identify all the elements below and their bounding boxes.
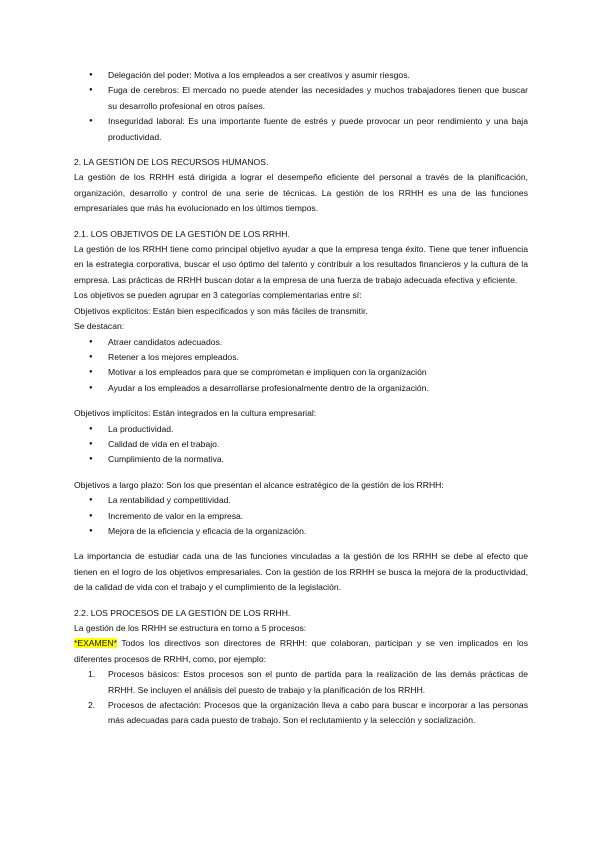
section-2-1-heading: 2.1. LOS OBJETIVOS DE LA GESTIÓN DE LOS RRHH. <box>74 228 290 239</box>
list-item: ● Calidad de vida en el trabajo. <box>74 437 528 452</box>
list-item-text: Procesos básicos: Estos procesos son el punto de partida para la realización de las demás prácticas de RRHH. Se incluyen el análisis del puesto de trabajo y la planificación de los RRHH. <box>108 669 528 695</box>
explicit-objectives-line: Objetivos explícitos: Están bien especificados y son más fáciles de transmitir. <box>74 305 368 316</box>
list-item-text: Procesos de afectación: Procesos que la organización lleva a cabo para buscar e incorporar a las personas más adecuadas para cada puesto de trabajo. Son el reclutamiento y la selección y socialización. <box>108 700 528 726</box>
section-2-2-heading: 2.2. LOS PROCESOS DE LA GESTIÓN DE LOS RRHH. <box>74 607 291 618</box>
list-item: ● Delegación del poder: Motiva a los empleados a ser creativos y asumir riesgos. <box>74 68 528 83</box>
explicit-objectives-list <box>74 335 528 397</box>
exam-highlight: *EXAMEN* <box>74 638 117 649</box>
list-item: ● Cumplimiento de la normativa. <box>74 452 528 467</box>
list-item: ● Fuga de cerebros: El mercado no puede atender las necesidades y muchos trabajadores tienen que buscar su desarrollo profesional en otros países. <box>74 83 528 114</box>
destacan-line: Se destacan: <box>74 321 125 332</box>
list-item: ● Atraer candidatos adecuados. <box>74 335 528 350</box>
list-item: ● Retener a los mejores empleados. <box>74 350 528 365</box>
exam-paragraph <box>74 636 528 667</box>
section-2-body: La gestión de los RRHH está dirigida a lograr el desempeño eficiente del personal a través de la planificación, organización, desarrollo y control de una serie de técnicas. La gestión de los RRHH es una de las funciones empresariales que más ha evolucionado en los últimos tiempos. <box>74 172 528 214</box>
section-2-1-closing: La importancia de estudiar cada una de las funciones vinculadas a la gestión de los RRHH se debe al efecto que tienen en el logro de los objetivos empresariales. Con la gestión de los RRHH se busca la mejora de la productividad, de la calidad de vida con el trabajo y el cumplimiento de la legislación. <box>74 551 528 593</box>
section-2-heading: 2. LA GESTIÓN DE LOS RECURSOS HUMANOS. <box>74 157 269 168</box>
list-number: 1. <box>88 669 96 680</box>
list-item: ● La rentabilidad y competitividad. <box>74 493 528 508</box>
objectives-groups-line: Los objetivos se pueden agrupar en 3 categorías complementarias entre sí: <box>74 290 362 301</box>
list-item: ● Ayudar a los empleados a desarrollarse profesionalmente dentro de la organización. <box>74 381 528 396</box>
implicit-objectives-line: Objetivos implícitos: Están integrados en la cultura empresarial: <box>74 408 317 419</box>
list-item: ● La productividad. <box>74 422 528 437</box>
list-item: ● Motivar a los empleados para que se comprometan e impliquen con la organización <box>74 365 528 380</box>
processes-intro: La gestión de los RRHH se estructura en torno a 5 procesos: <box>74 623 307 633</box>
section-2-1-body: La gestión de los RRHH tiene como principal objetivo ayudar a que la empresa tenga éxito. Tiene que tener influencia en la estrategia corporativa, buscar el uso óptimo del talento y contribuir a los resultados financieros y la cultura de la empresa. Las prácticas de RRHH buscan dotar a la empresa de una fuerza de trabajo adecuada efectiva y eficiente. <box>74 244 528 285</box>
list-item: ● Incremento de valor en la empresa. <box>74 509 528 524</box>
exam-text: Todos los directivos son directores de RRHH: que colaboran, participan y se ven implicados en los diferentes procesos de RRHH, como, por ejemplo: <box>74 638 528 664</box>
list-item <box>74 698 528 729</box>
implicit-objectives-list <box>74 422 528 468</box>
long-term-objectives-line: Objetivos a largo plazo: Son los que presentan el alcance estratégico de la gestión de los RRHH: <box>74 479 444 490</box>
top-bullet-list <box>74 68 528 145</box>
list-number: 2. <box>88 700 96 711</box>
list-item: ● Inseguridad laboral: Es una importante fuente de estrés y puede provocar un peor rendimiento y una baja productividad. <box>74 114 528 145</box>
long-term-objectives-list <box>74 493 528 539</box>
processes-list <box>74 667 528 729</box>
list-item <box>74 667 528 698</box>
list-item: ● Mejora de la eficiencia y eficacia de la organización. <box>74 524 528 539</box>
